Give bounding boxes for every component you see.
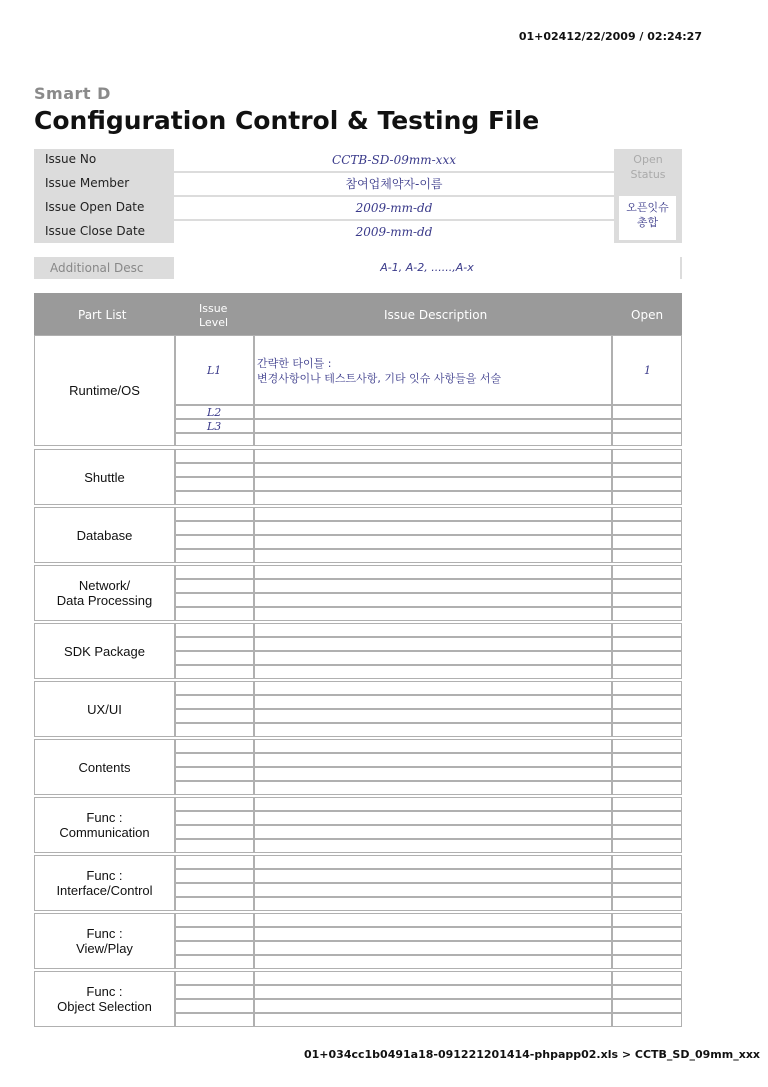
issue-level-cell — [175, 463, 254, 477]
category-label: UX/UI — [87, 701, 122, 717]
open-cell — [612, 913, 682, 927]
open-cell — [612, 607, 682, 621]
issue-level-cell — [175, 535, 254, 549]
issue-level-cell — [175, 739, 254, 753]
open-cell — [612, 565, 682, 579]
issue-level-cell — [175, 695, 254, 709]
header-part-list: Part List — [78, 308, 127, 322]
open-cell — [612, 491, 682, 505]
category-label: Runtime/OS — [69, 383, 140, 398]
issue-info-panel — [34, 149, 682, 243]
open-cell — [612, 753, 682, 767]
open-cell — [612, 637, 682, 651]
open-cell — [612, 651, 682, 665]
category-label: Func : Object Selection — [57, 984, 152, 1014]
category-label: SDK Package — [64, 643, 145, 659]
issue-level-cell — [175, 869, 254, 883]
open-cell — [612, 695, 682, 709]
issue-description-cell — [254, 971, 612, 985]
issue-description-cell — [254, 579, 612, 593]
issue-level-cell — [175, 797, 254, 811]
open-cell — [612, 999, 682, 1013]
category-cell — [34, 623, 175, 679]
issue-level-cell — [175, 825, 254, 839]
issue-level-cell — [175, 549, 254, 563]
issue-description-cell — [254, 665, 612, 679]
open-cell — [612, 405, 682, 419]
issue-description-cell — [254, 565, 612, 579]
open-cell — [612, 477, 682, 491]
issue-open-date-row — [34, 197, 682, 219]
open-cell — [612, 507, 682, 521]
issue-member-row — [34, 173, 682, 195]
category-cell — [34, 565, 175, 621]
additional-desc-value: A-1, A-2, ......,A-x — [174, 257, 680, 279]
category-cell — [34, 739, 175, 795]
issue-level-cell — [175, 405, 254, 419]
open-cell — [612, 593, 682, 607]
open-cell — [612, 335, 682, 405]
category-cell — [34, 335, 175, 446]
issue-member-value: 참여업체약자-이름 — [174, 173, 614, 195]
issue-description-cell — [254, 419, 612, 433]
issue-level-cell — [175, 839, 254, 853]
category-label: Contents — [78, 759, 131, 775]
issue-description-cell — [254, 521, 612, 535]
issue-description-cell — [254, 433, 612, 446]
open-cell — [612, 739, 682, 753]
issue-close-date-value: 2009-mm-dd — [174, 221, 614, 243]
open-cell — [612, 521, 682, 535]
issue-level-cell — [175, 565, 254, 579]
issue-level-cell — [175, 753, 254, 767]
issue-description-cell — [254, 955, 612, 969]
open-cell — [612, 709, 682, 723]
open-cell — [612, 579, 682, 593]
issue-level-cell — [175, 681, 254, 695]
category-cell — [34, 797, 175, 853]
issue-description-cell — [254, 739, 612, 753]
issue-level-cell — [175, 941, 254, 955]
issue-desc-title: 간략한 타이틀 : — [257, 357, 332, 370]
category-label: Database — [76, 527, 133, 543]
issue-level-l2: L2 — [207, 406, 222, 419]
issue-description-cell — [254, 681, 612, 695]
category-cell — [34, 507, 175, 563]
issue-description-cell — [254, 651, 612, 665]
issue-level-l3: L3 — [207, 420, 222, 433]
issue-member-label: Issue Member — [45, 176, 130, 190]
open-cell — [612, 797, 682, 811]
issue-open-date-value: 2009-mm-dd — [174, 197, 614, 219]
issue-description-cell — [254, 709, 612, 723]
issue-level-cell — [175, 897, 254, 911]
issue-level-cell — [175, 507, 254, 521]
issue-description-cell — [254, 549, 612, 563]
category-label: Network/ Data Processing — [56, 578, 153, 608]
issue-level-cell — [175, 419, 254, 433]
open-cell — [612, 839, 682, 853]
table-header — [34, 293, 682, 335]
open-cell — [612, 665, 682, 679]
issue-description-cell — [254, 463, 612, 477]
open-cell — [612, 811, 682, 825]
issue-no-row — [34, 149, 682, 171]
issue-description-cell — [254, 913, 612, 927]
issue-description-cell — [254, 999, 612, 1013]
issue-level-cell — [175, 723, 254, 737]
issue-level-cell — [175, 335, 254, 405]
open-cell — [612, 897, 682, 911]
open-cell — [612, 955, 682, 969]
issue-description-cell — [254, 753, 612, 767]
issue-level-cell — [175, 971, 254, 985]
issue-description-cell — [254, 535, 612, 549]
issue-level-cell — [175, 985, 254, 999]
issue-level-cell — [175, 433, 254, 446]
open-cell — [612, 463, 682, 477]
issue-description-cell — [254, 491, 612, 505]
open-cell — [612, 1013, 682, 1027]
category-label: Func : Interface/Control — [56, 868, 153, 898]
issue-level-cell — [175, 491, 254, 505]
open-status-label: Open Status — [630, 153, 666, 181]
footer-file-path: 01+034cc1b0491a18-091221201414-phpapp02.xls > CCTB_SD_09mm_xxx — [304, 1048, 761, 1061]
issue-description-cell — [254, 607, 612, 621]
issue-description-cell — [254, 335, 612, 405]
issue-level-l1: L1 — [207, 364, 222, 377]
header-issue-description: Issue Description — [384, 308, 488, 322]
open-cell — [612, 723, 682, 737]
category-cell — [34, 913, 175, 969]
category-cell — [34, 971, 175, 1027]
open-cell — [612, 941, 682, 955]
issue-level-cell — [175, 913, 254, 927]
issue-level-cell — [175, 955, 254, 969]
issue-description-cell — [254, 781, 612, 795]
open-cell — [612, 971, 682, 985]
issue-level-cell — [175, 811, 254, 825]
category-cell — [34, 449, 175, 505]
issue-description-cell — [254, 855, 612, 869]
category-cell — [34, 855, 175, 911]
issue-level-cell — [175, 651, 254, 665]
issue-description-cell — [254, 811, 612, 825]
category-label: Func : Communication — [59, 810, 150, 840]
open-status-value: 오픈잇슈 총합 — [619, 196, 676, 240]
issue-description-cell — [254, 797, 612, 811]
open-cell — [612, 681, 682, 695]
issue-description-cell — [254, 507, 612, 521]
open-cell — [612, 419, 682, 433]
issue-level-cell — [175, 477, 254, 491]
open-cell — [612, 825, 682, 839]
issue-level-cell — [175, 781, 254, 795]
issue-description-cell — [254, 985, 612, 999]
issue-close-date-label: Issue Close Date — [45, 224, 146, 238]
issue-description-cell — [254, 1013, 612, 1027]
open-cell — [612, 535, 682, 549]
issue-description-cell — [254, 883, 612, 897]
issue-description-cell — [254, 623, 612, 637]
open-cell — [612, 869, 682, 883]
issue-level-cell — [175, 593, 254, 607]
open-cell — [612, 927, 682, 941]
issue-level-cell — [175, 927, 254, 941]
open-cell — [612, 623, 682, 637]
issue-description-cell — [254, 825, 612, 839]
issue-level-cell — [175, 709, 254, 723]
header-issue-level: Issue Level — [199, 302, 229, 329]
issue-level-cell — [175, 1013, 254, 1027]
issue-level-cell — [175, 855, 254, 869]
issue-no-label: Issue No — [45, 152, 97, 166]
issue-close-date-row — [34, 221, 682, 243]
issue-description-cell — [254, 869, 612, 883]
category-label: Func : View/Play — [76, 926, 133, 956]
open-count: 1 — [644, 364, 651, 377]
issue-description-cell — [254, 695, 612, 709]
open-cell — [612, 883, 682, 897]
issue-description-cell — [254, 723, 612, 737]
category-cell — [34, 681, 175, 737]
header-timestamp: 01+02412/22/2009 / 02:24:27 — [518, 30, 702, 43]
issue-level-cell — [175, 579, 254, 593]
brand-name: Smart D — [34, 84, 111, 103]
open-cell — [612, 433, 682, 446]
issue-level-cell — [175, 999, 254, 1013]
issue-no-value: CCTB-SD-09mm-xxx — [174, 149, 614, 171]
issue-level-cell — [175, 607, 254, 621]
issue-level-cell — [175, 623, 254, 637]
issue-level-cell — [175, 767, 254, 781]
open-cell — [612, 549, 682, 563]
open-status-block — [618, 149, 678, 243]
issue-desc-body: 변경사항이나 테스트사항, 기타 잇슈 사항들을 서술 — [257, 372, 502, 385]
issue-description-cell — [254, 897, 612, 911]
page-title: Configuration Control & Testing File — [34, 106, 540, 135]
issue-description-cell — [254, 927, 612, 941]
issue-description-cell — [254, 839, 612, 853]
issue-description-cell — [254, 593, 612, 607]
issue-description-cell — [254, 637, 612, 651]
issue-description-cell — [254, 449, 612, 463]
open-cell — [612, 767, 682, 781]
issue-description-cell — [254, 405, 612, 419]
header-open: Open — [631, 308, 664, 322]
open-cell — [612, 781, 682, 795]
issue-open-date-label: Issue Open Date — [45, 200, 145, 214]
issue-description-cell — [254, 941, 612, 955]
open-cell — [612, 449, 682, 463]
issue-level-cell — [175, 637, 254, 651]
issue-level-cell — [175, 449, 254, 463]
additional-desc-row — [34, 257, 682, 279]
issue-level-cell — [175, 883, 254, 897]
issue-level-cell — [175, 665, 254, 679]
issue-description-cell — [254, 477, 612, 491]
open-cell — [612, 855, 682, 869]
issue-level-cell — [175, 521, 254, 535]
additional-desc-label: Additional Desc — [50, 261, 144, 275]
category-label: Shuttle — [84, 469, 125, 485]
open-cell — [612, 985, 682, 999]
issue-description-cell — [254, 767, 612, 781]
